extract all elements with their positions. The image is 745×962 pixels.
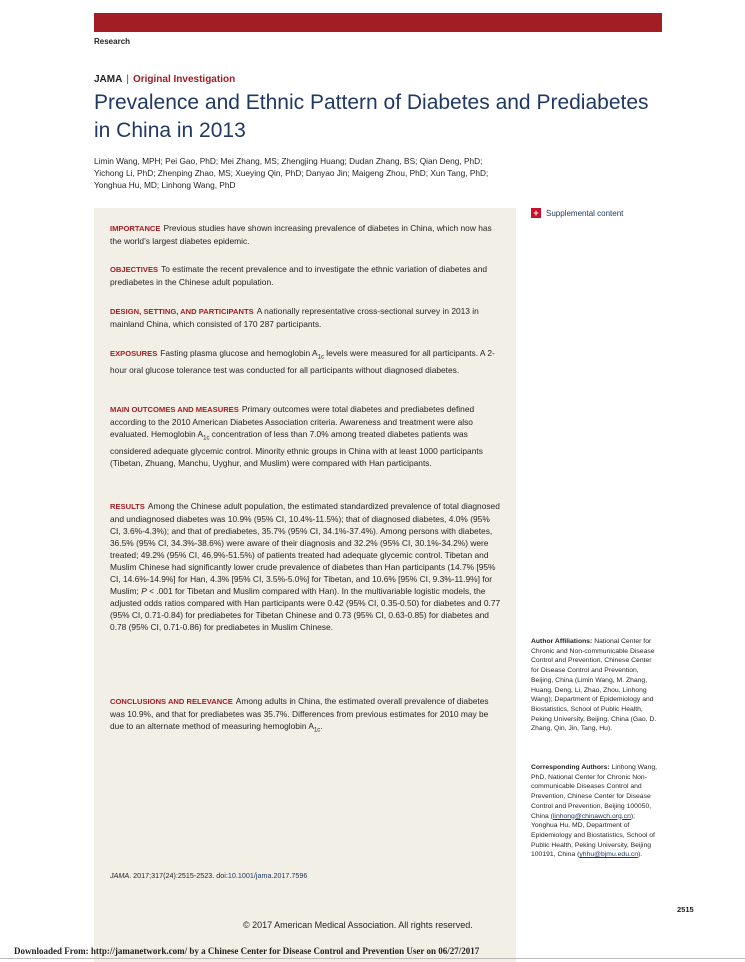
supplemental-label: Supplemental content (546, 208, 624, 218)
abstract-heading: OBJECTIVES (110, 265, 159, 274)
abstract-results (110, 500, 502, 633)
abstract-heading: CONCLUSIONS AND RELEVANCE (110, 697, 233, 706)
abstract-text: concentration of less than 7.0% among treated diabetes patients was considered adequate glycemic control. Minority ethnic groups in China with at least 1000 participants (Tibetan, Zhuang, Manchu, Uyghur, and Muslim) were compared with Han participants. (110, 429, 483, 468)
abstract-text: levels were measured for all participants. A 2-hour oral glucose tolerance test was conducted for all participants without diagnosed diabetes. (110, 348, 495, 375)
article-type: Original Investigation (132, 74, 236, 85)
affiliations-heading: Author Affiliations: (531, 638, 593, 645)
affiliations-text: National Center for Chronic and Non-communicable Disease Control and Prevention, Chinese Center for Disease Control and Prevention, Beijing, China (Limin Wang, M. Zhang, Huang, Deng, Li, Zhao, Zhou, Linhong Wang); Department of Epidemiology and Biostatistics, School of Public Health, Peking University, Beijing, China (Gao, D. Zhang, Qin, Jin, Tang, Hu). (531, 638, 657, 733)
author-line: Yichong Li, PhD; Zhenping Zhao, MS; Xueying Qin, PhD; Danyao Jin; Maigeng Zhou, PhD; Xun Tang, PhD; (94, 168, 489, 179)
abstract-objectives (110, 263, 502, 288)
journal-separator: | (126, 74, 129, 85)
doi-link[interactable]: 10.1001/jama.2017.7596 (227, 871, 308, 880)
download-line: Downloaded From: http://jamanetwork.com/ by a Chinese Center for Disease Control and Prevention User on 06/27/2017 (14, 946, 480, 956)
author-line: Yonghua Hu, MD; Linhong Wang, PhD (94, 180, 236, 191)
abstract-text: To estimate the recent prevalence and to investigate the ethnic variation of diabetes and prediabetes in the Chinese adult population. (110, 264, 488, 287)
author-affiliations (531, 637, 661, 734)
page-number: 2515 (677, 905, 694, 914)
article-title: Prevalence and Ethnic Pattern of Diabetes and Prediabetes in China in 2013 (94, 91, 649, 142)
subscript: 1c (203, 435, 210, 442)
subscript: 1c (317, 354, 324, 361)
email-link[interactable]: yhhu@bjmu.edu.cn (579, 851, 639, 859)
abstract-text: Previous studies have shown increasing prevalence of diabetes in China, which now has the world’s largest diabetes epidemic. (110, 223, 492, 246)
author-line: Limin Wang, MPH; Pei Gao, PhD; Mei Zhang, MS; Zhengjing Huang; Dudan Zhang, BS; Qian Deng, PhD; (94, 156, 483, 166)
corresponding-authors (531, 763, 661, 860)
citation-details: . 2017;317(24):2515-2523. doi: (129, 871, 228, 880)
subscript: 1c (313, 727, 321, 734)
plus-icon: + (531, 208, 541, 218)
header-bar (94, 13, 662, 32)
abstract-text: Among adults in China, the estimated overall prevalence of diabetes was 10.9%, and that for prediabetes was 35.7%. Differences from previous estimates for 2010 may be due to an alternate method of measuring hemoglobin A (110, 696, 489, 731)
abstract-text: Among the Chinese adult population, the estimated standardized prevalence of total diagnosed and undiagnosed diabetes was 10.9% (95% CI, 10.4%-11.5%); that of diagnosed diabetes, 4.0% (95% CI, 3.6%-4.3%); and that of prediabetes, 35.7% (95% CI, 34.1%-37.4%). Among persons with diabetes, 36.5% (95% CI, 34.3%-38.6%) were aware of their diagnosis and 32.2% (95% CI, 30.1%-34.2%) were treated; 49.2% (95% CI, 46.9%-51.5%) of patients treated had adequate glycemic control. Tibetan and Muslim Chinese had significantly lower crude prevalence of diabetes than Han participants (14.7% [95% CI, 14.6%-14.9%] for Han, 4.3% [95% CI, 3.5%-5.0%] for Tibetan, and 10.6% [95% CI, 9.3%-11.9%] for Muslim; (110, 501, 500, 596)
abstract-text: . (320, 721, 323, 731)
abstract-text: Primary outcomes were total diabetes and prediabetes defined according to the 2010 American Diabetes Association criteria. Awareness and treatment were also evaluated. Hemoglobin A (110, 404, 475, 439)
journal-line (94, 74, 235, 85)
abstract-conclusions (110, 695, 502, 737)
abstract-exposures (110, 347, 502, 376)
corresponding-text: ); Yonghua Hu, MD, Department of Epidemiology and Biostatistics, School of Public Health, Peking University, Beijing 100191, China ( (531, 812, 655, 859)
abstract-heading: DESIGN, SETTING, AND PARTICIPANTS (110, 307, 254, 316)
section-label: Research (94, 37, 131, 46)
citation-journal: JAMA (110, 871, 130, 880)
supplemental-content-link[interactable] (531, 208, 623, 218)
p-symbol: P (141, 586, 147, 596)
corresponding-text: Linhong Wang, PhD, National Center for Chronic Non-communicable Diseases Control and Prevention, Chinese Center for Disease Control and Prevention, Beijing 100050, China ( (531, 764, 658, 820)
abstract-outcomes (110, 403, 502, 469)
abstract-heading: RESULTS (110, 502, 145, 511)
bottom-rule (0, 958, 745, 959)
abstract-text: < .001 for Tibetan and Muslim compared with Han). In the multivariable logistic models, the adjusted odds ratios compared with Han participants were 0.42 (95% CI, 0.35-0.50) for diabetes and 0.77 (95% CI, 0.71-0.84) for prediabetes for Tibetan Chinese and 0.73 (95% CI, 0.63-0.85) for diabetes and 0.78 (95% CI, 0.71-0.86) for prediabetes in Muslim Chinese. (110, 586, 501, 632)
abstract-design (110, 305, 502, 330)
copyright: © 2017 American Medical Association. All rights reserved. (243, 920, 473, 930)
abstract-importance (110, 222, 502, 247)
abstract-heading: IMPORTANCE (110, 224, 161, 233)
abstract-text: A nationally representative cross-sectional survey in 2013 in mainland China, which consisted of 170 287 participants. (110, 306, 479, 329)
abstract-heading: MAIN OUTCOMES AND MEASURES (110, 405, 239, 414)
email-link[interactable]: linhong@chinawch.org.cn (552, 812, 631, 820)
abstract-text: Fasting plasma glucose and hemoglobin A (160, 348, 318, 358)
journal-name: JAMA (94, 74, 123, 85)
corresponding-heading: Corresponding Authors: (531, 764, 610, 771)
corresponding-text: ). (638, 851, 643, 859)
abstract-heading: EXPOSURES (110, 349, 158, 358)
citation (110, 871, 307, 880)
author-list (94, 155, 514, 192)
